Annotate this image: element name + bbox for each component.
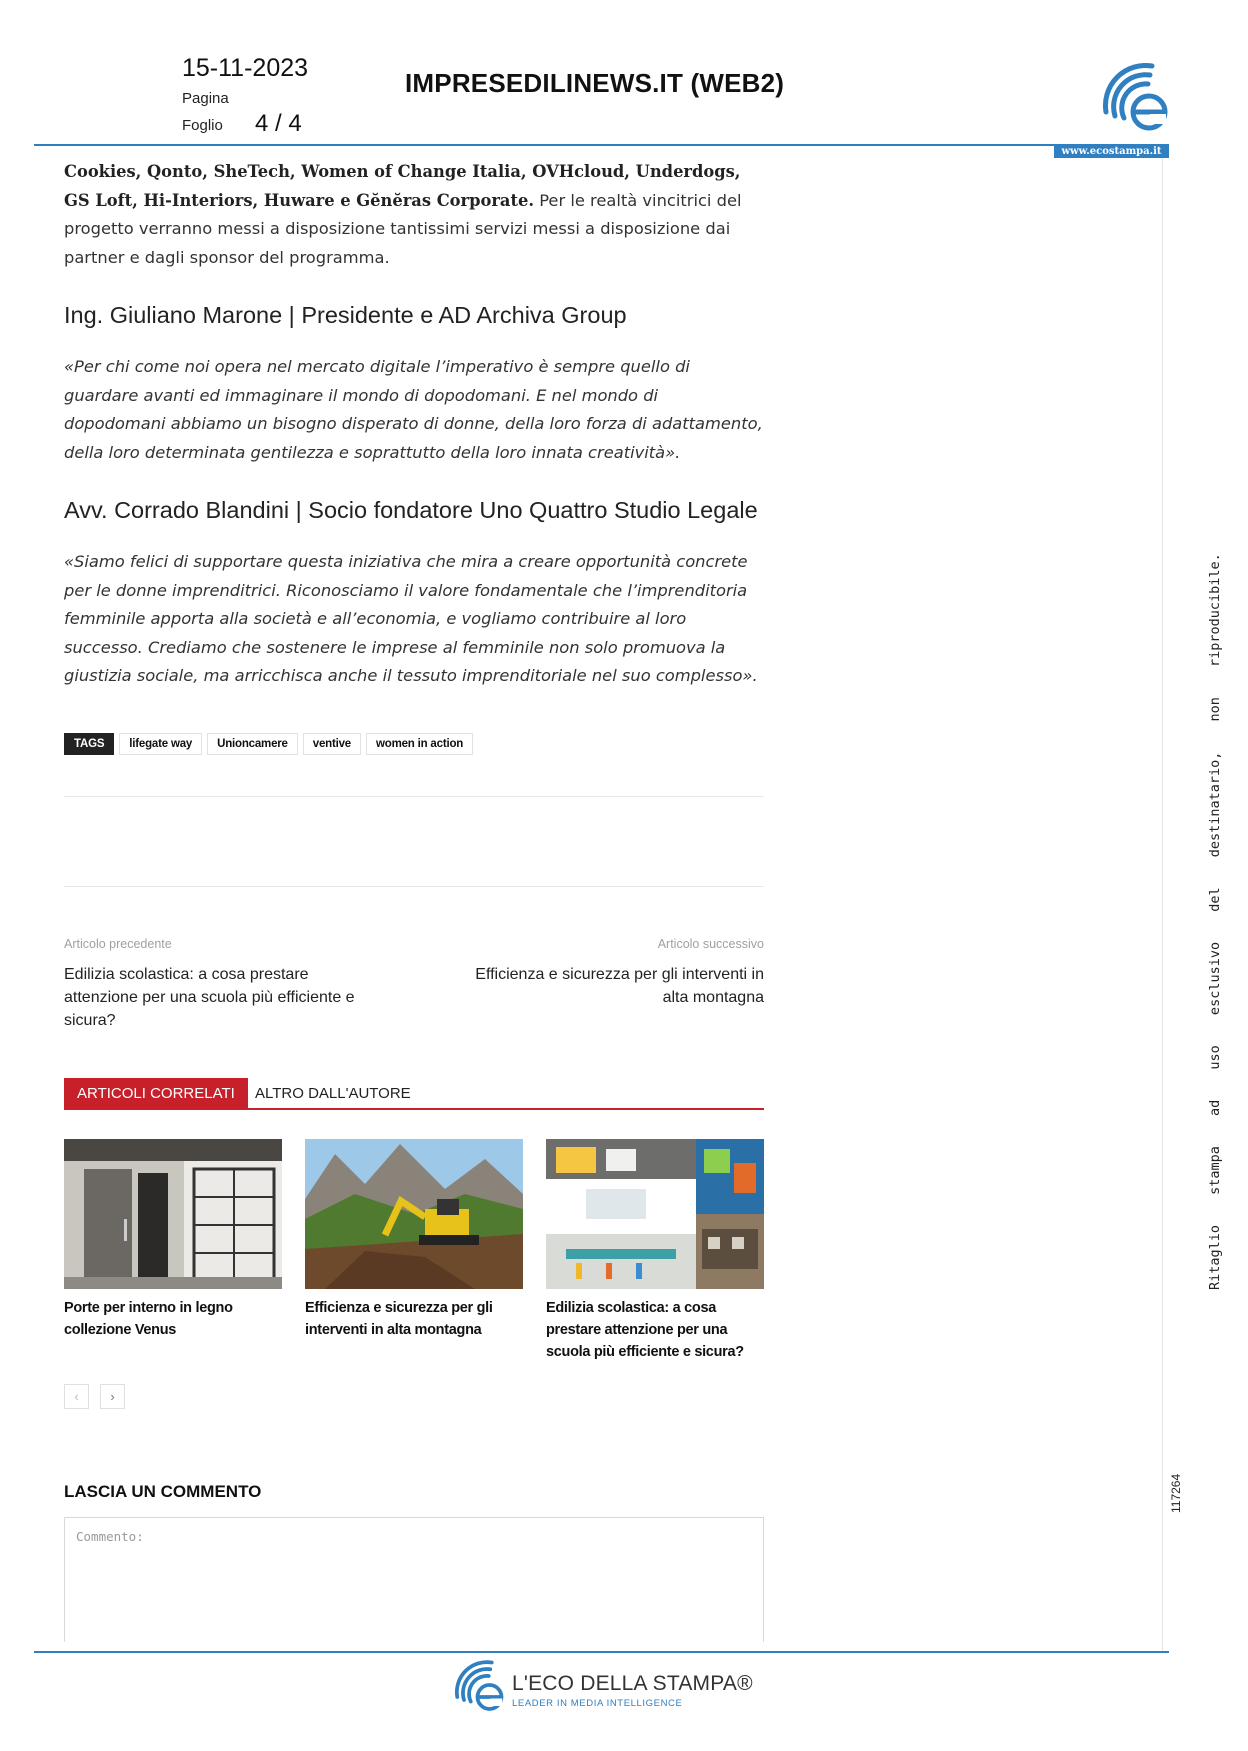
right-margin-rule (1162, 158, 1163, 1651)
tag-lifegate-way[interactable]: lifegate way (119, 733, 202, 755)
intro-rest: Per le realtà vincitrici del progetto verranno messi a disposizione tantissimi servizi messi a disposizione dai partner e dagli sponsor del programma. (64, 190, 742, 267)
tag-ventive[interactable]: ventive (303, 733, 361, 755)
next-article-label: Articolo successivo (657, 937, 764, 951)
foglio-value: 4 / 4 (255, 110, 302, 137)
tags-label: TAGS (64, 733, 114, 755)
tag-unioncamere[interactable]: Unioncamere (207, 733, 298, 755)
tag-list (64, 733, 473, 755)
tabs-underline (64, 1108, 764, 1110)
divider (64, 886, 764, 887)
related-title-doors[interactable]: Porte per interno in legno collezione Venus (64, 1300, 233, 1338)
clipping-date: 15-11-2023 (182, 54, 309, 82)
prev-article-link[interactable]: Edilizia scolastica: a cosa prestare attenzione per una scuola più efficiente e sicura? (64, 966, 355, 1029)
related-title-school[interactable]: Edilizia scolastica: a cosa prestare attenzione per una scuola più efficiente e sicura? (546, 1300, 744, 1360)
publication-title: IMPRESEDILINEWS.IT (WEB2) (405, 68, 785, 98)
section2-heading: Avv. Corrado Blandini | Socio fondatore Uno Quattro Studio Legale (64, 497, 758, 523)
section2-quote: «Siamo felici di supportare questa iniziativa che mira a creare opportunità concrete per le donne imprenditrici. Riconosciamo il valore fondamentale che l’imprenditoria femminile apporta alla società e all’economia, e vogliamo contribuire al loro successo. Crediamo che sostenere le imprese al femminile non solo promuova la giustizia sociale, ma arricchisca anche il tessuto imprenditoriale nel suo complesso». (64, 552, 758, 685)
pagina-label: Pagina (182, 90, 229, 107)
comment-placeholder: Commento: (76, 1529, 144, 1544)
footer-tagline: LEADER IN MEDIA INTELLIGENCE (512, 1698, 683, 1709)
tag-women-in-action[interactable]: women in action (366, 733, 473, 755)
foglio-label: Foglio (182, 117, 223, 134)
document-code: 117264 (1169, 1473, 1183, 1513)
comment-heading: LASCIA UN COMMENTO (64, 1482, 262, 1501)
header-rule (34, 144, 1169, 146)
intro-paragraph (64, 158, 764, 272)
comment-textarea[interactable] (64, 1517, 764, 1642)
section1-heading: Ing. Giuliano Marone | Presidente e AD Archiva Group (64, 302, 627, 328)
divider (64, 796, 764, 797)
carousel-prev-button[interactable]: ‹ (64, 1384, 89, 1409)
section1-quote: «Per chi come noi opera nel mercato digitale l’imperativo è sempre quello di guardare avanti ed immaginare il mondo di dopodomani. E nel mondo di dopodomani abbiamo un bisogno disperato di donne, della loro forza di adattamento, della loro determinata gentilezza e soprattutto della loro innata creatività». (64, 357, 763, 462)
partner-list: Cookies, Qonto, SheTech, Women of Change Italia, OVHcloud, Underdogs, GS Loft, Hi-Interiors, Huware e Gĕnĕras Corporate. (64, 162, 741, 210)
related-title-mountain[interactable]: Efficienza e sicurezza per gli interventi in alta montagna (305, 1300, 493, 1338)
related-image-doors[interactable] (64, 1139, 282, 1289)
related-image-school[interactable] (546, 1139, 764, 1289)
carousel-next-button[interactable]: › (100, 1384, 125, 1409)
tab-related-articles[interactable]: ARTICOLI CORRELATI (64, 1078, 248, 1108)
eco-logo-icon (1100, 60, 1170, 132)
prev-article-label: Articolo precedente (64, 937, 172, 951)
tab-more-from-author[interactable]: ALTRO DALL'AUTORE (255, 1085, 411, 1102)
related-image-mountain[interactable] (305, 1139, 523, 1289)
copyright-note: Ritaglio stampa ad uso esclusivo del destinatario, non riproducibile. (1207, 553, 1223, 1290)
footer-rule (34, 1651, 1169, 1653)
footer-logo-icon (452, 1658, 506, 1712)
next-article-link[interactable]: Efficienza e sicurezza per gli interventi in alta montagna (475, 966, 764, 1006)
footer-brand: L'ECO DELLA STAMPA® (512, 1672, 753, 1695)
eco-url[interactable]: www.ecostampa.it (1054, 145, 1169, 158)
